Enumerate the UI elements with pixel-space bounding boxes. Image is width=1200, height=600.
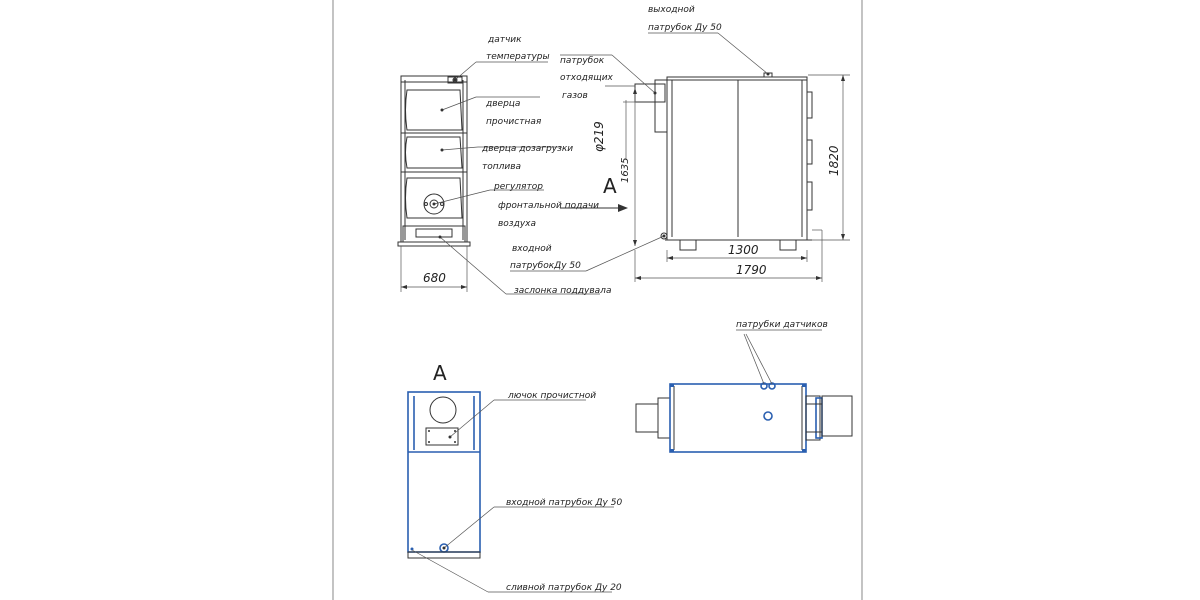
label-drain: сливной патрубок Ду 20 (506, 583, 622, 593)
dim-total-length: 1790 (736, 263, 767, 277)
label-temp-sensor-2: температуры (486, 52, 550, 62)
view-marker-front: A (433, 361, 447, 385)
dim-front-width: 680 (423, 271, 446, 285)
view-a-leaders (412, 400, 614, 592)
label-temp-sensor-1: датчик (488, 35, 522, 45)
dim-total-height: 1820 (827, 145, 841, 176)
label-regulator-3: воздуха (498, 219, 536, 229)
view-marker-side: A (603, 174, 617, 198)
dim-pipe-height: 1635 (620, 157, 631, 183)
label-ash-damper: заслонка поддувала (514, 286, 612, 296)
label-regulator-1: регулятор (494, 182, 543, 192)
label-hatch: лючок прочистной (508, 391, 597, 401)
dim-pipe-diameter: φ219 (592, 121, 606, 152)
label-regulator-2: фронтальной подачи (498, 201, 600, 211)
label-inlet-side-2: патрубокДу 50 (510, 261, 581, 271)
label-cleaning-door-1: дверца (486, 99, 521, 109)
label-inlet-side-1: входной (512, 244, 552, 254)
dim-body-length: 1300 (728, 243, 759, 257)
label-sensor-pipes: патрубки датчиков (736, 320, 828, 330)
label-outlet-2: патрубок Ду 50 (648, 23, 722, 33)
top-view-leaders (736, 330, 822, 384)
label-outlet-1: выходной (648, 5, 695, 15)
label-inlet-front: входной патрубок Ду 50 (506, 498, 623, 508)
label-cleaning-door-2: прочистная (486, 117, 542, 127)
top-view (636, 383, 852, 452)
label-exhaust-2: отходящих (560, 73, 613, 83)
label-exhaust-1: патрубок (560, 56, 605, 66)
label-exhaust-3: газов (562, 91, 588, 101)
front-view (398, 76, 470, 292)
view-a (408, 392, 480, 558)
label-fuel-door-1: дверца дозагрузки (482, 144, 574, 154)
label-fuel-door-2: топлива (482, 162, 522, 172)
